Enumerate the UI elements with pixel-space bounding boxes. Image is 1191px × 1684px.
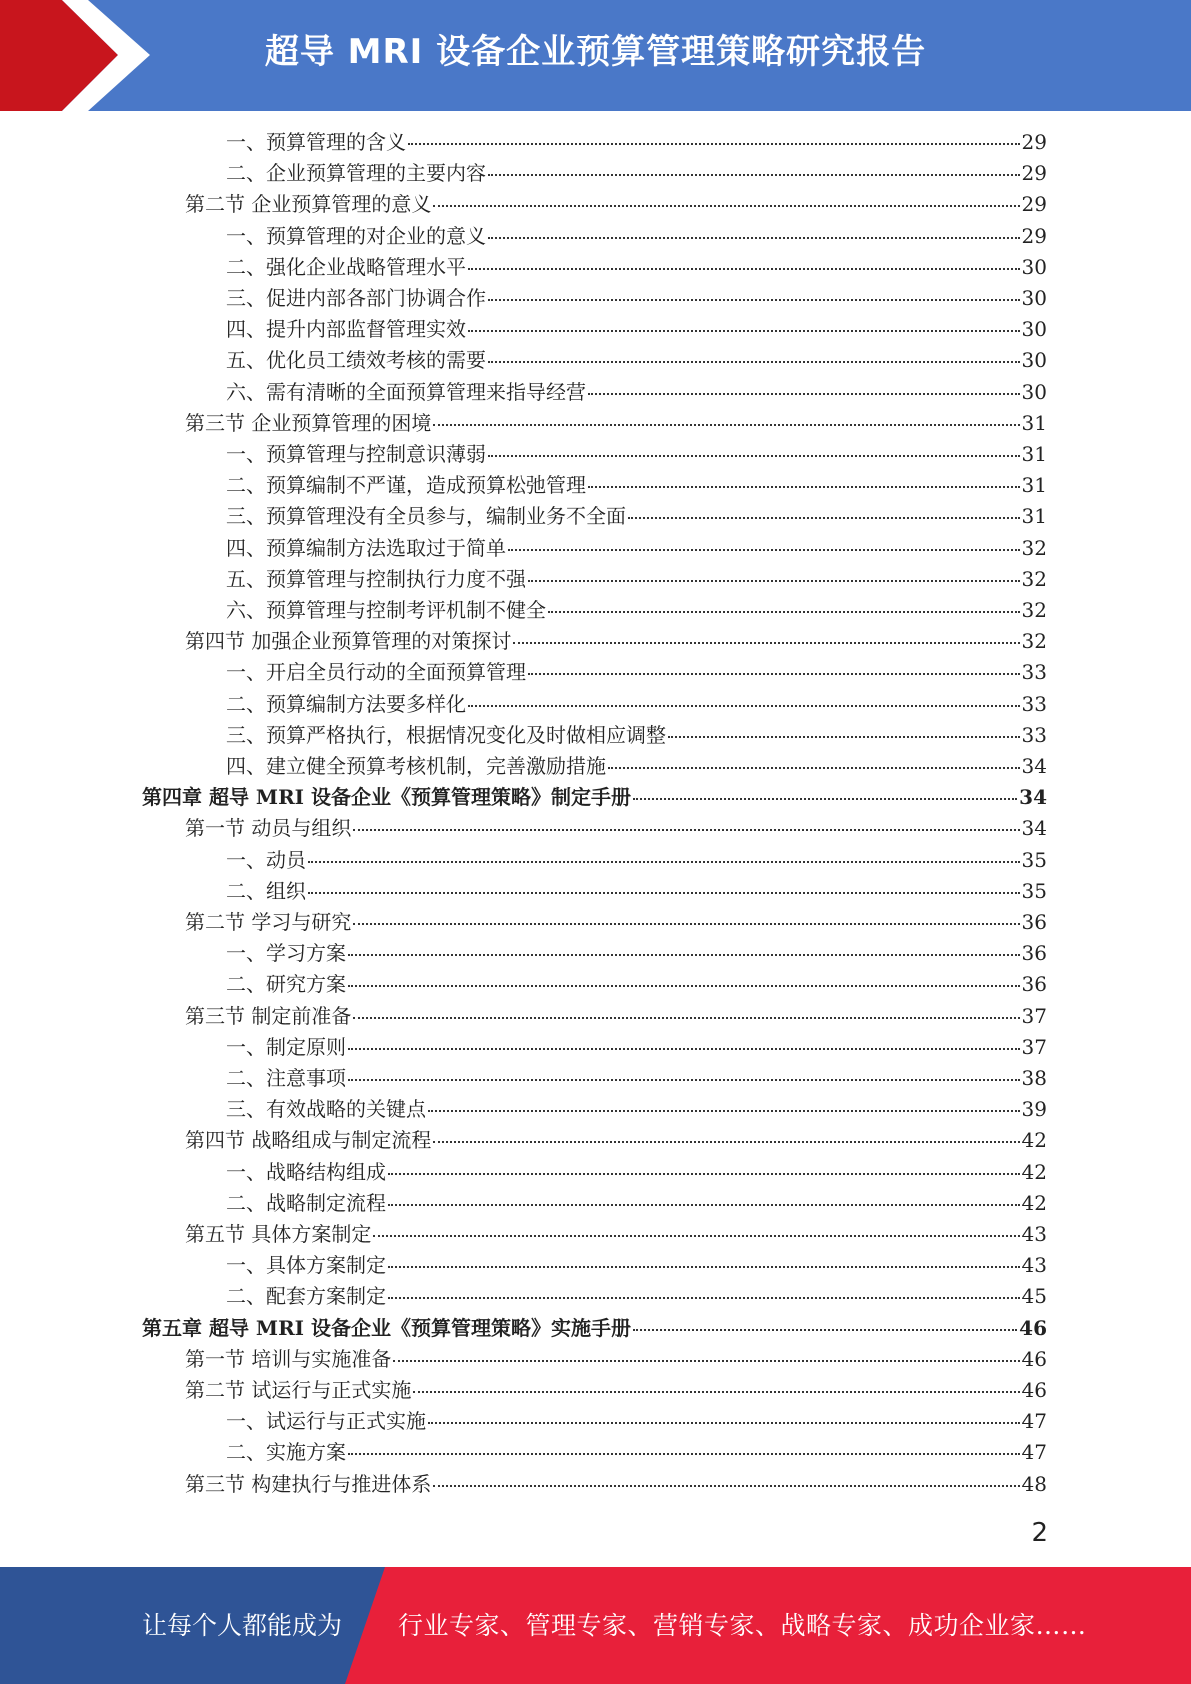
toc-dot-leader xyxy=(353,922,1019,925)
toc-entry-page: 30 xyxy=(1021,254,1047,279)
toc-entry-page: 31 xyxy=(1021,410,1047,435)
toc-entry[interactable] xyxy=(226,345,1047,376)
page-header xyxy=(0,0,1191,111)
toc-entry-title: 一、预算管理的对企业的意义 xyxy=(226,223,486,248)
toc-entry[interactable] xyxy=(185,1469,1047,1500)
toc-entry-title: 五、优化员工绩效考核的需要 xyxy=(226,348,486,373)
toc-entry[interactable] xyxy=(185,1001,1047,1032)
toc-entry-page: 30 xyxy=(1021,317,1047,342)
toc-entry[interactable] xyxy=(226,1188,1047,1219)
toc-entry[interactable] xyxy=(226,1437,1047,1468)
toc-entry-title: 第五节 具体方案制定 xyxy=(185,1222,372,1246)
toc-entry-page: 34 xyxy=(1021,816,1047,841)
toc-entry-page: 46 xyxy=(1021,1346,1047,1371)
toc-entry-title: 第四节 加强企业预算管理的对策探讨 xyxy=(185,629,512,654)
toc-entry-title: 二、预算编制不严谨，造成预算松弛管理 xyxy=(226,473,586,498)
toc-entry-title: 六、需有清晰的全面预算管理来指导经营 xyxy=(226,379,586,404)
toc-dot-leader xyxy=(588,485,1020,488)
toc-entry-title: 三、有效战略的关键点 xyxy=(226,1097,426,1122)
toc-entry-title: 六、预算管理与控制考评机制不健全 xyxy=(226,598,546,622)
toc-entry[interactable] xyxy=(226,720,1047,751)
toc-dot-leader xyxy=(408,142,1020,145)
toc-entry[interactable] xyxy=(226,938,1047,969)
toc-dot-leader xyxy=(633,797,1017,800)
toc-dot-leader xyxy=(468,704,1020,707)
toc-dot-leader xyxy=(513,641,1019,644)
toc-entry-title: 一、试运行与正式实施 xyxy=(226,1409,426,1434)
toc-dot-leader xyxy=(348,1078,1020,1081)
toc-entry-page: 36 xyxy=(1021,910,1047,934)
toc-entry[interactable] xyxy=(185,1219,1047,1250)
toc-dot-leader xyxy=(308,891,1020,894)
toc-entry-title: 第二节 企业预算管理的意义 xyxy=(185,192,432,217)
toc-dot-leader xyxy=(488,173,1020,176)
toc-dot-leader xyxy=(348,984,1020,987)
toc-entry[interactable] xyxy=(226,1250,1047,1281)
toc-entry-page: 45 xyxy=(1021,1284,1047,1309)
toc-entry-page: 34 xyxy=(1019,785,1047,810)
toc-entry-title: 二、企业预算管理的主要内容 xyxy=(226,161,486,186)
toc-entry[interactable] xyxy=(226,657,1047,688)
toc-dot-leader xyxy=(308,860,1020,863)
toc-entry[interactable] xyxy=(226,314,1047,345)
toc-entry[interactable] xyxy=(226,845,1047,876)
toc-entry-title: 第四节 战略组成与制定流程 xyxy=(185,1128,432,1153)
toc-entry-title: 第一节 动员与组织 xyxy=(185,816,352,841)
toc-entry-page: 29 xyxy=(1021,192,1047,217)
toc-dot-leader xyxy=(588,392,1020,395)
toc-entry[interactable] xyxy=(185,408,1047,439)
toc-entry[interactable] xyxy=(142,1313,1047,1344)
toc-entry-page: 36 xyxy=(1021,972,1047,997)
toc-entry-title: 二、配套方案制定 xyxy=(226,1284,386,1309)
toc-entry-page: 31 xyxy=(1021,442,1047,466)
toc-entry[interactable] xyxy=(226,470,1047,501)
toc-entry[interactable] xyxy=(226,501,1047,532)
toc-entry-title: 二、强化企业战略管理水平 xyxy=(226,254,466,279)
toc-entry-title: 四、预算编制方法选取过于简单 xyxy=(226,535,506,560)
toc-entry-page: 30 xyxy=(1021,286,1047,310)
toc-entry-title: 五、预算管理与控制执行力度不强 xyxy=(226,566,526,591)
toc-dot-leader xyxy=(348,1452,1020,1455)
toc-entry-title: 第三节 企业预算管理的困境 xyxy=(185,410,432,435)
toc-entry-title: 三、预算管理没有全员参与，编制业务不全面 xyxy=(226,504,626,529)
toc-entry-page: 42 xyxy=(1021,1128,1047,1153)
toc-dot-leader xyxy=(488,298,1020,301)
toc-entry-page: 48 xyxy=(1021,1471,1047,1496)
toc-dot-leader xyxy=(348,1047,1020,1050)
toc-entry[interactable] xyxy=(226,439,1047,470)
toc-entry[interactable] xyxy=(185,1375,1047,1406)
toc-entry[interactable] xyxy=(226,283,1047,314)
toc-dot-leader xyxy=(668,735,1020,738)
toc-entry-page: 29 xyxy=(1021,130,1047,154)
toc-entry-title: 一、具体方案制定 xyxy=(226,1253,386,1278)
toc-entry-title: 二、组织 xyxy=(226,878,306,903)
toc-dot-leader xyxy=(468,329,1020,332)
toc-entry-page: 32 xyxy=(1021,598,1047,622)
toc-dot-leader xyxy=(433,1484,1019,1487)
toc-dot-leader xyxy=(388,1296,1020,1299)
toc-dot-leader xyxy=(608,766,1020,769)
toc-entry-page: 35 xyxy=(1021,878,1047,903)
toc-entry[interactable] xyxy=(226,876,1047,907)
toc-dot-leader xyxy=(528,672,1020,675)
toc-entry[interactable] xyxy=(226,221,1047,252)
toc-entry-title: 三、预算严格执行，根据情况变化及时做相应调整 xyxy=(226,722,666,747)
toc-dot-leader xyxy=(433,1140,1019,1143)
toc-entry[interactable] xyxy=(185,813,1047,844)
toc-entry[interactable] xyxy=(185,1125,1047,1156)
toc-entry-title: 一、预算管理的含义 xyxy=(226,130,406,154)
footer-slogan-right: 行业专家、管理专家、营销专家、战略专家、成功企业家…… xyxy=(398,1611,1087,1640)
report-title: 超导 MRI 设备企业预算管理策略研究报告 xyxy=(264,32,927,72)
toc-dot-leader xyxy=(488,236,1020,239)
toc-entry-page: 46 xyxy=(1019,1315,1047,1340)
toc-entry[interactable] xyxy=(226,1406,1047,1437)
toc-entry[interactable] xyxy=(226,533,1047,564)
toc-entry-title: 第四章 超导 MRI 设备企业《预算管理策略》制定手册 xyxy=(142,785,632,810)
toc-dot-leader xyxy=(488,360,1020,363)
toc-entry-title: 一、学习方案 xyxy=(226,941,346,966)
toc-entry[interactable] xyxy=(226,1281,1047,1312)
toc-entry-title: 一、制定原则 xyxy=(226,1034,346,1059)
toc-dot-leader xyxy=(628,516,1020,519)
toc-entry-title: 二、战略制定流程 xyxy=(226,1190,386,1215)
toc-entry[interactable] xyxy=(226,595,1047,626)
toc-entry[interactable] xyxy=(226,1094,1047,1125)
toc-entry-page: 30 xyxy=(1021,379,1047,404)
toc-dot-leader xyxy=(548,610,1020,613)
toc-entry-title: 二、实施方案 xyxy=(226,1440,346,1465)
toc-entry[interactable] xyxy=(226,751,1047,782)
toc-dot-leader xyxy=(388,1265,1020,1268)
toc-entry-page: 47 xyxy=(1021,1440,1047,1465)
page-footer xyxy=(0,1567,1191,1684)
toc-entry-page: 33 xyxy=(1021,660,1047,685)
toc-dot-leader xyxy=(388,1203,1020,1206)
toc-entry-title: 第二节 试运行与正式实施 xyxy=(185,1378,412,1402)
toc-entry-title: 二、研究方案 xyxy=(226,972,346,997)
toc-entry[interactable] xyxy=(226,1063,1047,1094)
toc-entry[interactable] xyxy=(226,377,1047,408)
toc-entry-page: 39 xyxy=(1021,1097,1047,1122)
toc-entry-page: 32 xyxy=(1021,535,1047,560)
toc-entry-page: 32 xyxy=(1021,629,1047,654)
toc-entry-title: 第三节 制定前准备 xyxy=(185,1003,352,1028)
toc-entry[interactable] xyxy=(185,189,1047,220)
toc-entry-page: 36 xyxy=(1021,941,1047,966)
toc-entry-page: 46 xyxy=(1021,1378,1047,1402)
toc-entry-title: 二、注意事项 xyxy=(226,1066,346,1090)
toc-dot-leader xyxy=(468,267,1020,270)
toc-entry[interactable] xyxy=(226,252,1047,283)
toc-entry[interactable] xyxy=(226,689,1047,720)
toc-entry-page: 33 xyxy=(1021,691,1047,716)
toc-entry-page: 47 xyxy=(1021,1409,1047,1434)
toc-entry-title: 第五章 超导 MRI 设备企业《预算管理策略》实施手册 xyxy=(142,1315,632,1340)
toc-dot-leader xyxy=(428,1421,1020,1424)
toc-dot-leader xyxy=(348,953,1020,956)
toc-entry[interactable] xyxy=(226,158,1047,189)
toc-dot-leader xyxy=(433,204,1019,207)
toc-entry[interactable] xyxy=(142,782,1047,813)
toc-entry[interactable] xyxy=(185,626,1047,657)
toc-entry[interactable] xyxy=(185,1344,1047,1375)
toc-entry[interactable] xyxy=(226,127,1047,158)
toc-entry-page: 29 xyxy=(1021,161,1047,186)
toc-dot-leader xyxy=(528,579,1020,582)
toc-dot-leader xyxy=(428,1109,1020,1112)
footer-slogan-left: 让每个人都能成为 xyxy=(142,1611,343,1640)
toc-entry-title: 一、开启全员行动的全面预算管理 xyxy=(226,660,526,685)
toc-dot-leader xyxy=(488,454,1020,457)
toc-entry-page: 29 xyxy=(1021,223,1047,248)
toc-entry-page: 35 xyxy=(1021,847,1047,872)
toc-dot-leader xyxy=(393,1359,1019,1362)
toc-entry-title: 第二节 学习与研究 xyxy=(185,910,352,934)
toc-entry-page: 32 xyxy=(1021,566,1047,591)
page-number: 2 xyxy=(1031,1518,1048,1548)
toc-entry-title: 一、动员 xyxy=(226,847,306,872)
toc-entry-page: 42 xyxy=(1021,1190,1047,1215)
toc-entry-title: 第三节 构建执行与推进体系 xyxy=(185,1471,432,1496)
toc-entry-title: 一、预算管理与控制意识薄弱 xyxy=(226,442,486,466)
toc-entry[interactable] xyxy=(226,1157,1047,1188)
toc-entry[interactable] xyxy=(226,1032,1047,1063)
toc-dot-leader xyxy=(508,548,1020,551)
toc-dot-leader xyxy=(353,828,1019,831)
toc-entry-page: 33 xyxy=(1021,722,1047,747)
toc-entry-title: 四、建立健全预算考核机制，完善激励措施 xyxy=(226,754,606,778)
toc-dot-leader xyxy=(413,1390,1019,1393)
toc-dot-leader xyxy=(433,423,1019,426)
toc-entry-page: 42 xyxy=(1021,1159,1047,1184)
toc-entry[interactable] xyxy=(226,969,1047,1000)
toc-dot-leader xyxy=(373,1234,1019,1237)
toc-entry-title: 二、预算编制方法要多样化 xyxy=(226,691,466,716)
toc-entry-title: 三、促进内部各部门协调合作 xyxy=(226,286,486,310)
toc-entry-page: 43 xyxy=(1021,1253,1047,1278)
toc-entry-title: 四、提升内部监督管理实效 xyxy=(226,317,466,342)
toc-entry-page: 30 xyxy=(1021,348,1047,373)
toc-entry[interactable] xyxy=(185,907,1047,938)
toc-entry-title: 一、战略结构组成 xyxy=(226,1159,386,1184)
toc-dot-leader xyxy=(353,1016,1019,1019)
toc-entry-page: 31 xyxy=(1021,504,1047,529)
toc-entry[interactable] xyxy=(226,564,1047,595)
toc-entry-page: 37 xyxy=(1021,1034,1047,1059)
toc-entry-title: 第一节 培训与实施准备 xyxy=(185,1346,392,1371)
toc-dot-leader xyxy=(388,1172,1020,1175)
toc-entry-page: 43 xyxy=(1021,1222,1047,1246)
toc-dot-leader xyxy=(633,1328,1017,1331)
toc-entry-page: 31 xyxy=(1021,473,1047,498)
toc-entry-page: 37 xyxy=(1021,1003,1047,1028)
toc-entry-page: 34 xyxy=(1021,754,1047,778)
toc-entry-page: 38 xyxy=(1021,1066,1047,1090)
